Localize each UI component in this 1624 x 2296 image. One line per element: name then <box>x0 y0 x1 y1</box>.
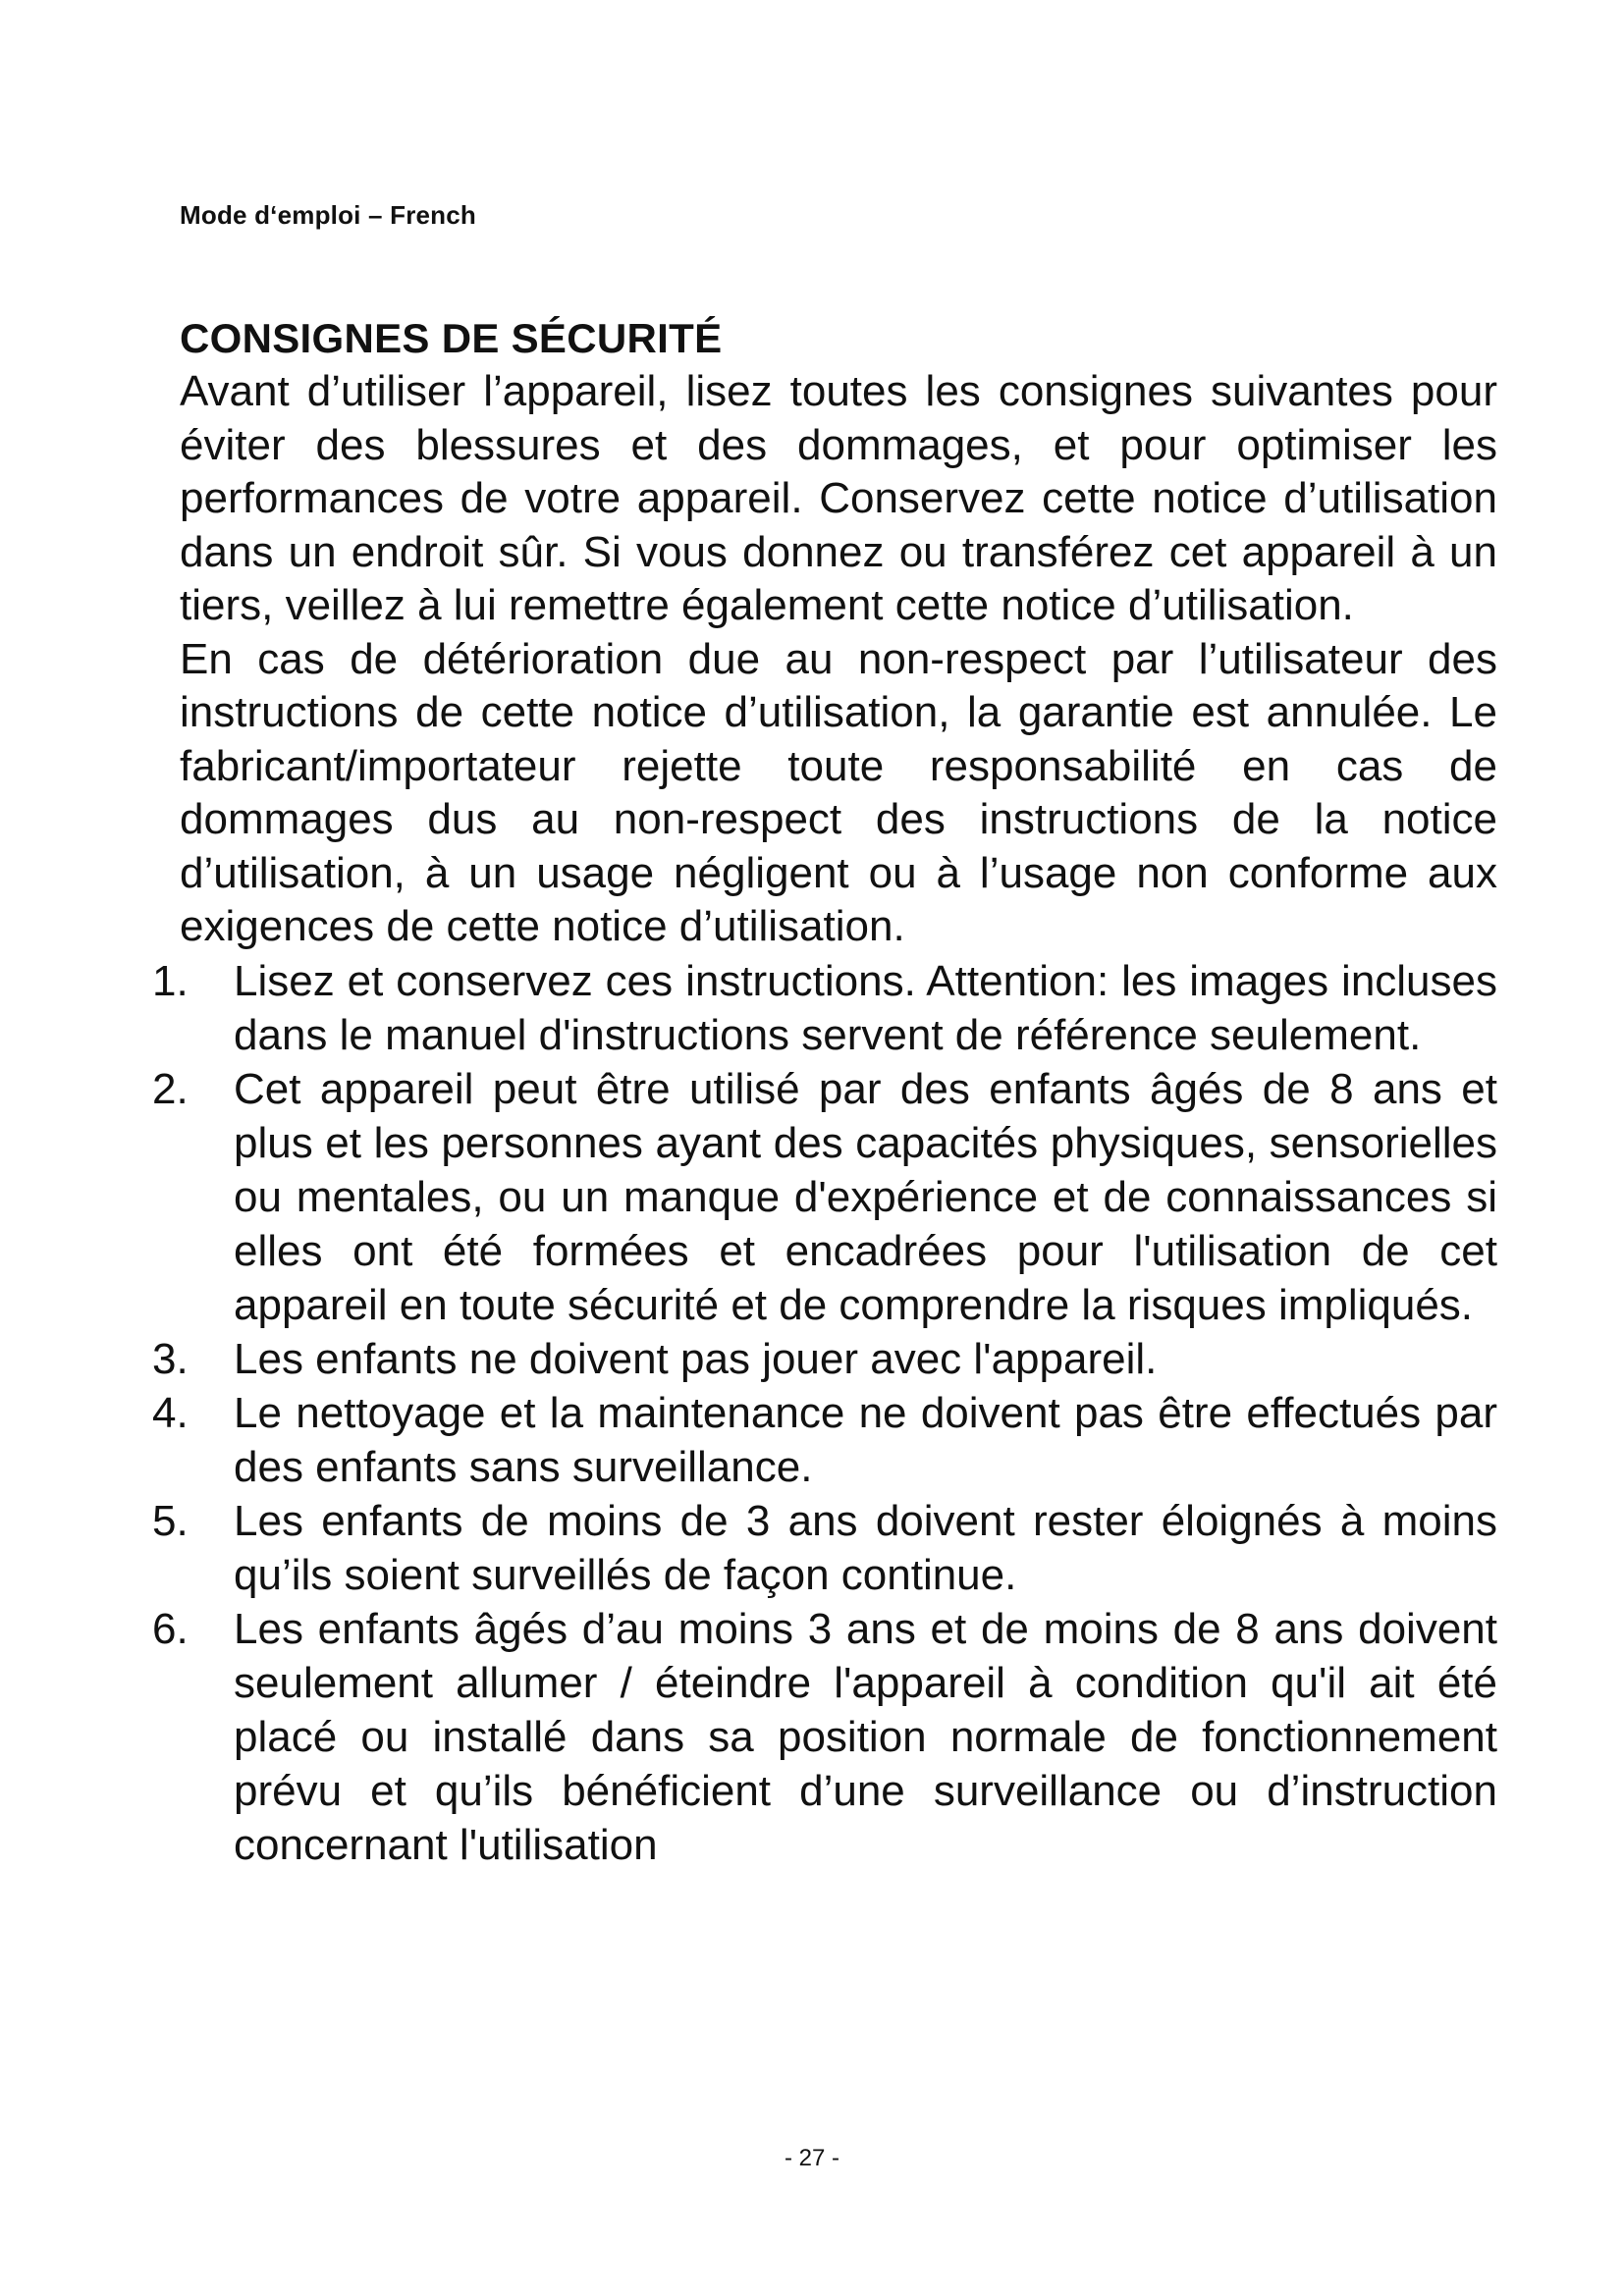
list-item-text: Les enfants ne doivent pas jouer avec l'appareil. <box>234 1334 1158 1383</box>
list-item-number: 1. <box>152 956 189 1005</box>
list-item-text: Le nettoyage et la maintenance ne doivent pas être effectués par des enfants sans surveillance. <box>234 1388 1497 1491</box>
document-header: Mode d‘emploi – French <box>180 200 476 230</box>
list-item-text: Les enfants âgés d’au moins 3 ans et de moins de 8 ans doivent seulement allumer / éteindre l'appareil à condition qu'il ait été placé ou installé dans sa position normale de fonctionnement prévu et qu’ils bénéficient d’une surveillance ou d’instruction concernant l'utilisation <box>234 1604 1497 1869</box>
list-item <box>152 1386 1497 1494</box>
list-item <box>152 1062 1497 1332</box>
list-item-text: Cet appareil peut être utilisé par des enfants âgés de 8 ans et plus et les personnes ayant des capacités physiques, sensorielles ou mentales, ou un manque d'expérience et de connaissances si elles ont été formées et encadrées pour l'utilisation de cet appareil en toute sécurité et de comprendre la risques impliqués. <box>234 1064 1497 1329</box>
safety-instructions-list <box>152 954 1497 1872</box>
list-item-number: 6. <box>152 1604 189 1653</box>
section-title: CONSIGNES DE SÉCURITÉ <box>180 315 723 361</box>
list-item-number: 4. <box>152 1388 189 1437</box>
list-item-text: Les enfants de moins de 3 ans doivent rester éloignés à moins qu’ils soient surveillés de façon continue. <box>234 1496 1497 1599</box>
list-item-number: 5. <box>152 1496 189 1545</box>
safety-section <box>152 312 1497 1872</box>
intro-paragraph: Avant d’utiliser l’appareil, lisez toutes les consignes suivantes pour éviter des blessures et des dommages, et pour optimiser les performances de votre appareil. Conservez cette notice d’utilisation dans un endroit sûr. Si vous donnez ou transférez cet appareil à un tiers, veillez à lui remettre également cette notice d’utilisation. <box>180 367 1497 629</box>
list-item <box>152 954 1497 1062</box>
list-item-number: 2. <box>152 1064 189 1113</box>
list-item <box>152 1332 1497 1386</box>
list-item <box>152 1602 1497 1872</box>
list-item-text: Lisez et conservez ces instructions. Attention: les images incluses dans le manuel d'instructions servent de référence seulement. <box>234 956 1497 1059</box>
list-item <box>152 1494 1497 1602</box>
list-item-number: 3. <box>152 1334 189 1383</box>
warranty-paragraph: En cas de détérioration due au non-respect par l’utilisateur des instructions de cette notice d’utilisation, la garantie est annulée. Le fabricant/importateur rejette toute responsabilité en cas de dommages dus au non-respect des instructions de la notice d’utilisation, à un usage négligent ou à l’usage non conforme aux exigences de cette notice d’utilisation. <box>180 634 1497 950</box>
page-number: - 27 - <box>784 2145 839 2171</box>
